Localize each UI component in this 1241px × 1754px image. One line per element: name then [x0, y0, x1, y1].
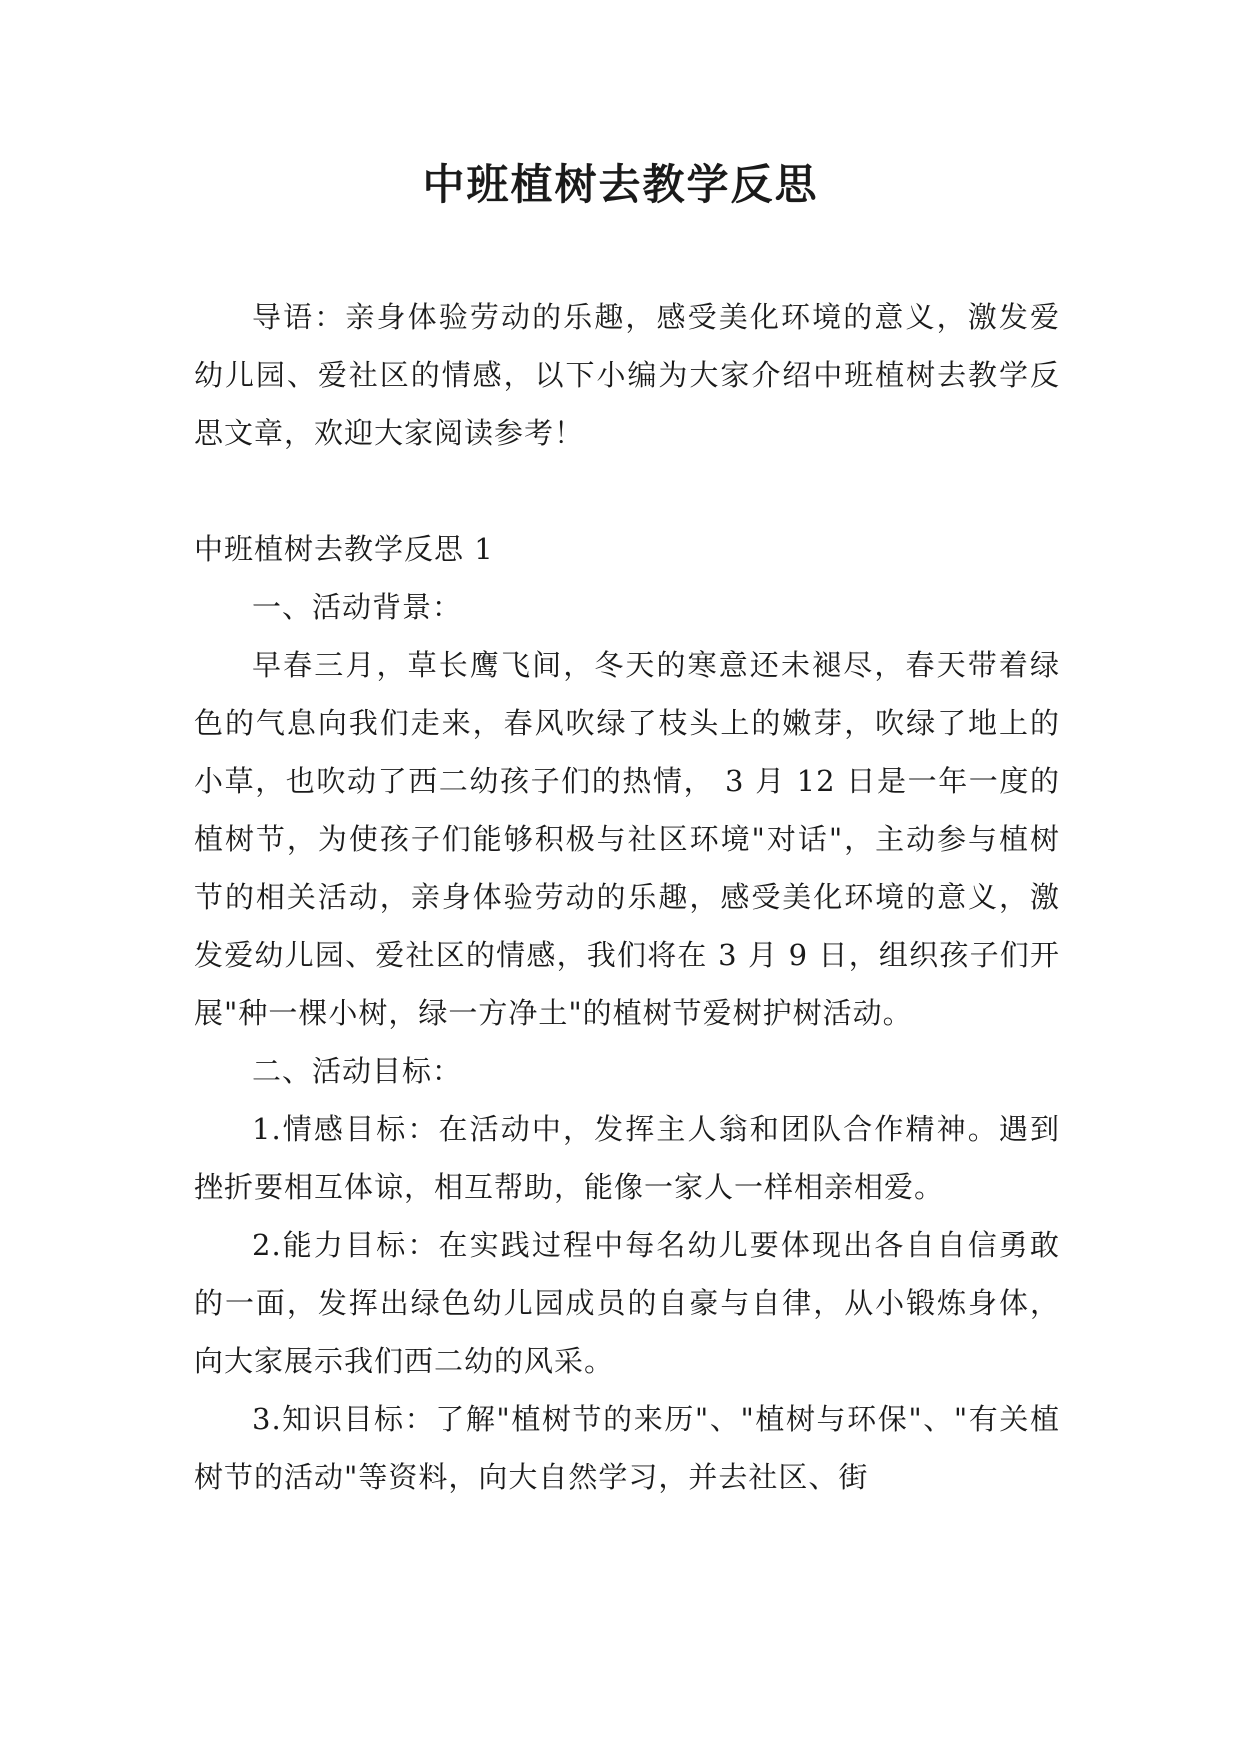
- document-title: 中班植树去教学反思: [422, 160, 819, 209]
- goal-ability-paragraph: 2.能力目标：在实践过程中每名幼儿要体现出各自自信勇敢的一面，发挥出绿色幼儿园成员的自豪与自律，从小锻炼身体，向大家展示我们西二幼的风采。: [194, 1228, 1060, 1378]
- goal-knowledge-paragraph: 3.知识目标：了解"植树节的来历"、"植树与环保"、"有关植树节的活动"等资料，向大自然学习，并去社区、街: [194, 1402, 1060, 1494]
- intro-paragraph: 导语：亲身体验劳动的乐趣，感受美化环境的意义，激发爱幼儿园、爱社区的情感，以下小编为大家介绍中班植树去教学反思文章，欢迎大家阅读参考！: [194, 300, 1060, 450]
- background-paragraph: 早春三月，草长鹰飞间，冬天的寒意还未褪尽，春天带着绿色的气息向我们走来，春风吹绿了枝头上的嫩芽，吹绿了地上的小草，也吹动了西二幼孩子们的热情， 3 月 12 日是一年一度的植树节，为使孩子们能够积极与社区环境"对话"，主动参与植树节的相关活动，亲身体验劳动的乐趣，感受美化环境的意义，激发爱幼儿园、爱社区的情感，我们将在 3 月 9 日，组织孩子们开展"种一棵小树，绿一方净土"的植树节爱树护树活动。: [194, 648, 1060, 1030]
- subheading-background: 一、活动背景：: [252, 590, 463, 624]
- section-heading: 中班植树去教学反思 1: [194, 532, 494, 566]
- subheading-goals: 二、活动目标：: [252, 1054, 463, 1088]
- document-body: [194, 288, 1060, 1506]
- goal-emotion-paragraph: 1.情感目标：在活动中，发挥主人翁和团队合作精神。遇到挫折要相互体谅，相互帮助，能像一家人一样相亲相爱。: [194, 1112, 1060, 1204]
